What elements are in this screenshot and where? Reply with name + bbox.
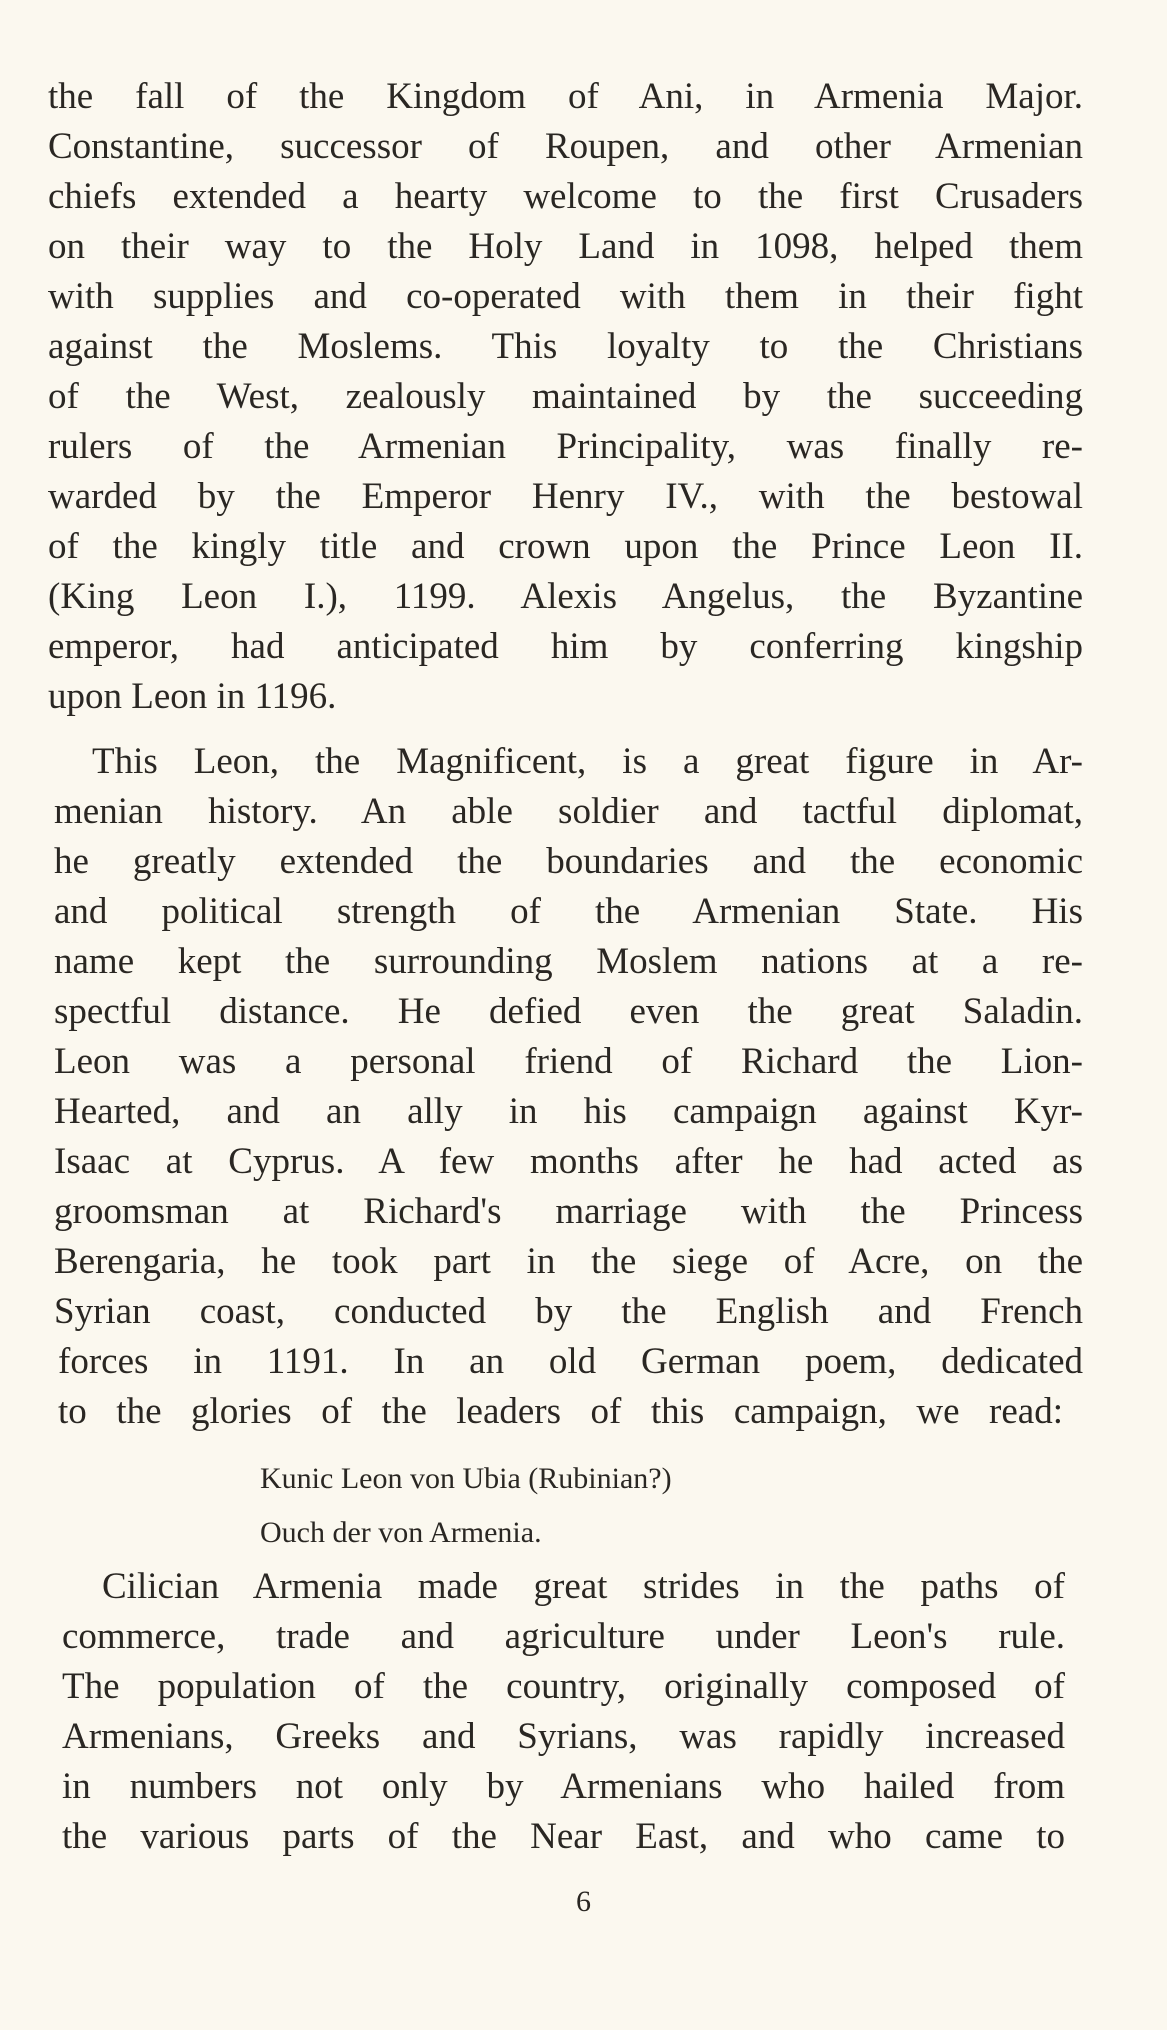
paragraph-2-line-9: Isaac at Cyprus. A few months after he had acted as [54,1141,1083,1182]
page-number: 6 [576,1885,591,1918]
paragraph-1-line-3: chiefs extended a hearty welcome to the first Crusaders [48,176,1083,217]
paragraph-1-line-2: Constantine, successor of Roupen, and other Armenian [48,126,1083,167]
paragraph-1-line-1: the fall of the Kingdom of Ani, in Armenia Major. [48,76,1083,117]
paragraph-2-line-8: Hearted, and an ally in his campaign against Kyr- [54,1091,1083,1132]
paragraph-2-line-2: menian history. An able soldier and tactful diplomat, [54,791,1083,832]
paragraph-2-line-5: name kept the surrounding Moslem nations at a re- [54,941,1083,982]
paragraph-2-line-12: Syrian coast, conducted by the English and French [54,1291,1083,1332]
paragraph-2-line-14: to the glories of the leaders of this campaign, we read: [58,1391,1063,1432]
paragraph-1-line-10: of the kingly title and crown upon the Prince Leon II. [48,526,1083,567]
paragraph-2-line-7: Leon was a personal friend of Richard the Lion- [54,1041,1083,1082]
paragraph-1-line-6: against the Moslems. This loyalty to the Christians [48,326,1083,367]
verse-line-2: Ouch der von Armenia. [260,1516,542,1549]
paragraph-3-line-3: The population of the country, originally composed of [62,1666,1065,1707]
paragraph-1-line-4: on their way to the Holy Land in 1098, helped them [48,226,1083,267]
paragraph-1-line-8: rulers of the Armenian Principality, was finally re- [48,426,1083,467]
paragraph-2-line-3: he greatly extended the boundaries and the economic [54,841,1083,882]
paragraph-1-line-7: of the West, zealously maintained by the succeeding [48,376,1083,417]
paragraph-3-line-2: commerce, trade and agriculture under Leon's rule. [62,1616,1065,1657]
paragraph-3-line-6: the various parts of the Near East, and who came to [62,1816,1065,1857]
paragraph-2-line-13: forces in 1191. In an old German poem, dedicated [58,1341,1083,1382]
paragraph-2-line-4: and political strength of the Armenian State. His [54,891,1083,932]
paragraph-1-line-12: emperor, had anticipated him by conferring kingship [48,626,1083,667]
paragraph-1-line-13: upon Leon in 1196. [48,676,337,717]
paragraph-1-line-5: with supplies and co-operated with them in their fight [48,276,1083,317]
paragraph-3-line-1: Cilician Armenia made great strides in the paths of [102,1566,1065,1607]
verse-line-1: Kunic Leon von Ubia (Rubinian?) [260,1462,672,1495]
paragraph-1-line-9: warded by the Emperor Henry IV., with the bestowal [48,476,1083,517]
paragraph-1-line-11: (King Leon I.), 1199. Alexis Angelus, the Byzantine [48,576,1083,617]
paragraph-2-line-11: Berengaria, he took part in the siege of Acre, on the [54,1241,1083,1282]
paragraph-2-line-6: spectful distance. He defied even the great Saladin. [54,991,1083,1032]
paragraph-2-line-10: groomsman at Richard's marriage with the Princess [54,1191,1083,1232]
paragraph-3-line-4: Armenians, Greeks and Syrians, was rapidly increased [62,1716,1065,1757]
paragraph-3-line-5: in numbers not only by Armenians who hailed from [62,1766,1065,1807]
paragraph-2-line-1: This Leon, the Magnificent, is a great figure in Ar- [92,741,1083,782]
